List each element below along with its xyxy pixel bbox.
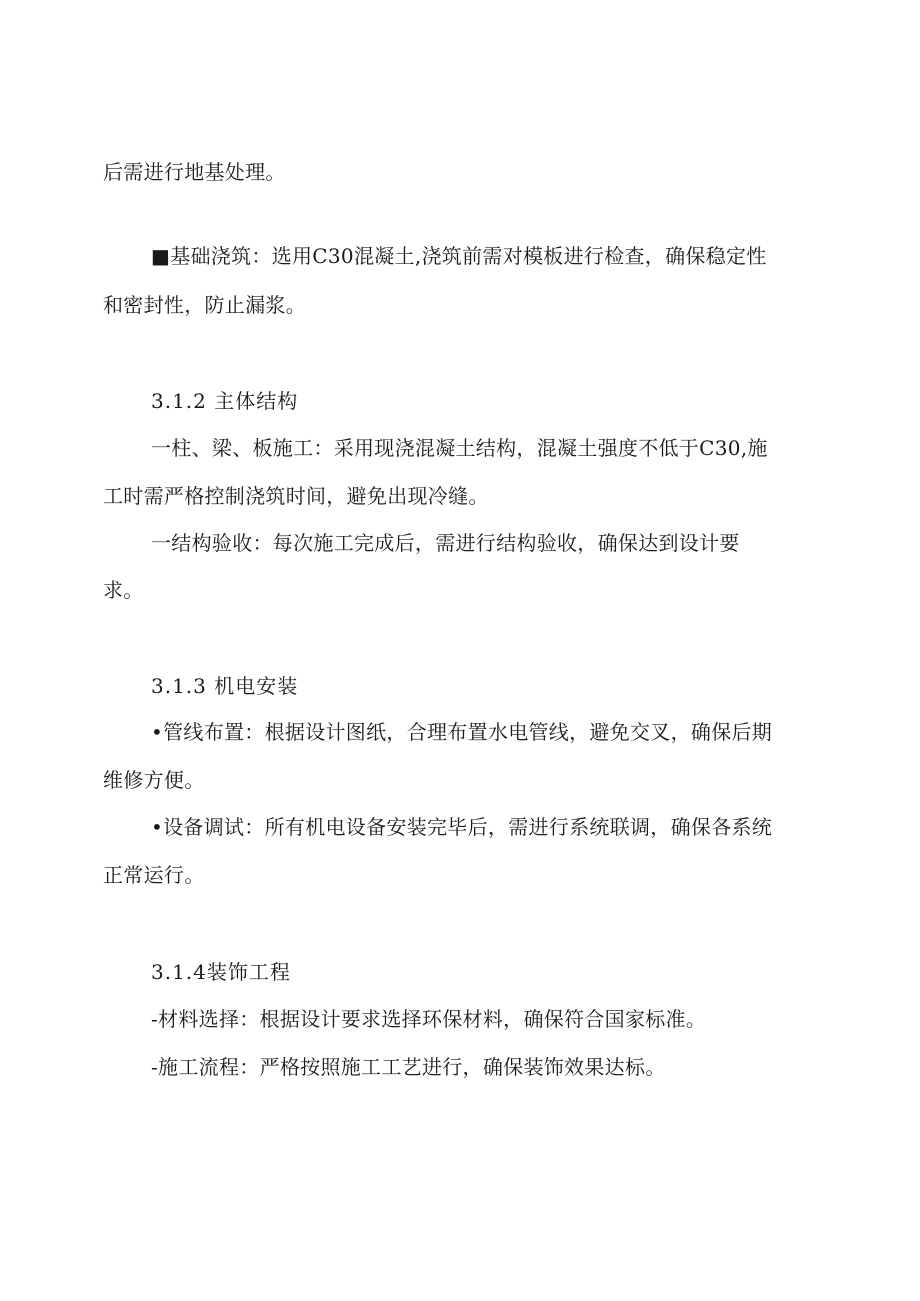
paragraph-pipeline-layout: •管线布置：根据设计图纸，合理布置水电管线，避免交叉，确保后期 <box>151 720 773 744</box>
section-heading-3-1-4: 3.1.4装饰工程 <box>151 960 291 984</box>
paragraph-foundation-pouring: ■基础浇筑：选用C30混凝土,浇筑前需对模板进行检查，确保稳定性 <box>151 244 767 268</box>
paragraph-structure-acceptance: 一结构验收：每次施工完成后，需进行结构验收，确保达到设计要 <box>151 531 740 555</box>
paragraph-construction-process: -施工流程：严格按照施工工艺进行，确保装饰效果达标。 <box>151 1055 666 1079</box>
paragraph-equipment-commissioning-cont: 正常运行。 <box>103 863 205 887</box>
paragraph-continuation: 后需进行地基处理。 <box>103 160 286 184</box>
paragraph-column-beam-slab: 一柱、梁、板施工：采用现浇混凝土结构，混凝土强度不低于C30,施 <box>151 436 768 460</box>
paragraph-structure-acceptance-cont: 求。 <box>103 578 144 602</box>
paragraph-pipeline-layout-cont: 维修方便。 <box>103 768 205 792</box>
section-heading-3-1-3: 3.1.3 机电安装 <box>151 674 299 698</box>
paragraph-equipment-commissioning: •设备调试：所有机电设备安装完毕后，需进行系统联调，确保各系统 <box>151 815 773 839</box>
paragraph-material-selection: -材料选择：根据设计要求选择环保材料，确保符合国家标准。 <box>151 1007 707 1031</box>
section-heading-3-1-2: 3.1.2 主体结构 <box>151 389 299 413</box>
paragraph-column-beam-slab-cont: 工时需严格控制浇筑时间，避免出现冷缝。 <box>103 484 489 508</box>
paragraph-foundation-pouring-cont: 和密封性，防止漏浆。 <box>103 293 306 317</box>
